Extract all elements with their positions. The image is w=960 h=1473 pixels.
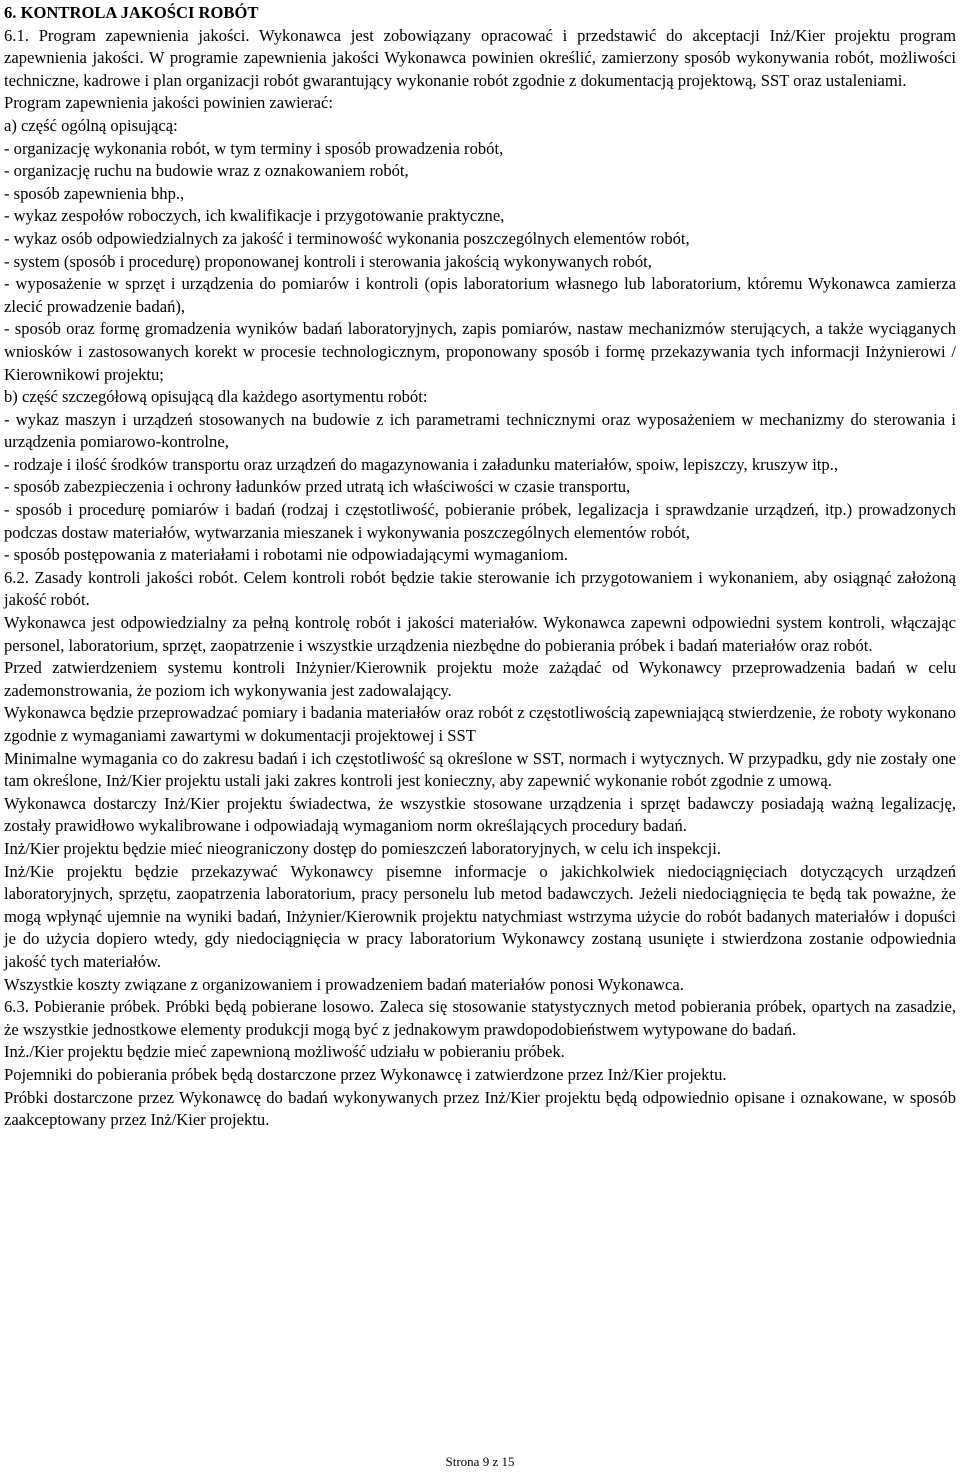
paragraph: b) część szczegółową opisującą dla każdego asortymentu robót: (4, 387, 428, 407)
paragraph: - wyposażenie w sprzęt i urządzenia do pomiarów i kontroli (opis laboratorium własnego lub laboratorium, któremu Wykonawca zamierza zlecić prowadzenie badań), (4, 274, 956, 316)
paragraph: - sposób oraz formę gromadzenia wyników badań laboratoryjnych, zapis pomiarów, nastaw mechanizmów sterujących, a także wyciąganych wniosków i zastosowanych korekt w procesie technologicznym, proponowany sposób i formę przekazywania tych informacji Inżynierowi / Kierownikowi projektu; (4, 319, 956, 384)
paragraph: 6.2. Zasady kontroli jakości robót. Celem kontroli robót będzie takie sterowanie ich przygotowaniem i wykonaniem, aby osiągnąć założoną jakość robót. (4, 567, 956, 610)
paragraph: Wykonawca jest odpowiedzialny za pełną kontrolę robót i jakości materiałów. Wykonawca zapewni odpowiedni system kontroli, włączając personel, laboratorium, sprzęt, zaopatrzenie i wszystkie urządzenia niezbędne do pobierania próbek i badań materiałów oraz robót. (4, 613, 956, 655)
paragraph: 6.1. Program zapewnienia jakości. Wykonawca jest zobowiązany opracować i przedstawić do akceptacji Inż/Kier projektu program zapewnienia jakości. W programie zapewnienia jakości Wykonawca powinien określić, zamierzony sposób wykonywania robót, możliwości techniczne, kadrowe i plan organizacji robót gwarantujący wykonanie robót zgodnie z dokumentacją projektową, SST oraz ustaleniami. (4, 25, 956, 90)
paragraph: - organizację ruchu na budowie wraz z oznakowaniem robót, (4, 161, 409, 181)
paragraph: - organizację wykonania robót, w tym terminy i sposób prowadzenia robót, (4, 138, 504, 158)
paragraph: 6.3. Pobieranie próbek. Próbki będą pobierane losowo. Zaleca się stosowanie statystycznych metod pobierania próbek, opartych na zasadzie, że wszystkie jednostkowe elementy produkcji mogą być z jednakowym prawdopodobieństwem wytypowane do badań. (4, 997, 956, 1039)
paragraph: - system (sposób i procedurę) proponowanej kontroli i sterowania jakością wykonywanych robót, (4, 251, 652, 271)
paragraph: Program zapewnienia jakości powinien zawierać: (4, 93, 333, 113)
paragraph: - wykaz zespołów roboczych, ich kwalifikacje i przygotowanie praktyczne, (4, 206, 505, 226)
paragraph: Minimalne wymagania co do zakresu badań i ich częstotliwość są określone w SST, normach i wytycznych. W przypadku, gdy nie zostały one tam określone, Inż/Kier projektu ustali jaki zakres kontroli jest konieczny, aby zapewnić wykonanie robót zgodnie z umową. (4, 748, 956, 791)
paragraph: Przed zatwierdzeniem systemu kontroli Inżynier/Kierownik projektu może zażądać od Wykonawcy przeprowadzenia badań w celu zademonstrowania, że poziom ich wykonywania jest zadowalający. (4, 658, 956, 700)
paragraph: a) część ogólną opisującą: (4, 115, 178, 135)
paragraph: Wykonawca będzie przeprowadzać pomiary i badania materiałów oraz robót z częstotliwością zapewniającą stwierdzenie, że roboty wykonano zgodnie z wymaganiami zawartymi w dokumentacji projektowej i SST (4, 703, 956, 745)
section-title: 6. KONTROLA JAKOŚCI ROBÓT (4, 3, 259, 22)
paragraph: - sposób zabezpieczenia i ochrony ładunków przed utratą ich właściwości w czasie transportu, (4, 477, 631, 497)
paragraph: Inż./Kier projektu będzie mieć zapewnioną możliwość udziału w pobieraniu próbek. (4, 1042, 565, 1062)
paragraph: - sposób zapewnienia bhp., (4, 183, 185, 203)
paragraph: Inż/Kie projektu będzie przekazywać Wykonawcy pisemne informacje o jakichkolwiek niedociągnięciach dotyczących urządzeń laboratoryjnych, sprzętu, zaopatrzenia laboratorium, pracy personelu lub metod badawczych. Jeżeli niedociągnięcia te będą tak poważne, że mogą wpłynąć ujemnie na wyniki badań, Inżynier/Kierownik projektu natychmiast wstrzyma użycie do robót badanych materiałów i dopuści je do użycia dopiero wtedy, gdy niedociągnięcia w pracy laboratorium Wykonawcy zostaną usunięte i stwierdzona zostanie odpowiednia jakość tych materiałów. (4, 861, 956, 971)
paragraph: Pojemniki do pobierania próbek będą dostarczone przez Wykonawcę i zatwierdzone przez Inż/Kier projektu. (4, 1064, 727, 1084)
paragraph: - rodzaje i ilość środków transportu oraz urządzeń do magazynowania i załadunku materiałów, spoiw, lepiszczy, kruszyw itp., (4, 454, 839, 474)
page-footer: Strona 9 z 15 (445, 1454, 515, 1469)
paragraph: Wszystkie koszty związane z organizowaniem i prowadzeniem badań materiałów ponosi Wykonawca. (4, 974, 684, 994)
paragraph: - wykaz osób odpowiedzialnych za jakość i terminowość wykonania poszczególnych elementów robót, (4, 228, 690, 248)
paragraph: Wykonawca dostarczy Inż/Kier projektu świadectwa, że wszystkie stosowane urządzenia i sprzęt badawczy posiadają ważną legalizację, zostały prawidłowo wykalibrowane i odpowiadają wymaganiom norm określających procedury badań. (4, 793, 956, 836)
paragraph: Próbki dostarczone przez Wykonawcę do badań wykonywanych przez Inż/Kier projektu będą odpowiednio opisane i oznakowane, w sposób zaakceptowany przez Inż/Kier projektu. (4, 1087, 956, 1130)
paragraph: - wykaz maszyn i urządzeń stosowanych na budowie z ich parametrami technicznymi oraz wyposażeniem w mechanizmy do sterowania i urządzenia pomiarowo-kontrolne, (4, 409, 956, 452)
paragraph: Inż/Kier projektu będzie mieć nieograniczony dostęp do pomieszczeń laboratoryjnych, w celu ich inspekcji. (4, 838, 721, 858)
document-body (4, 25, 956, 1132)
paragraph: - sposób i procedurę pomiarów i badań (rodzaj i częstotliwość, pobieranie próbek, legalizacja i sprawdzanie urządzeń, itp.) prowadzonych podczas dostaw materiałów, wytwarzania mieszanek i wykonywania poszczególnych elementów robót, (4, 500, 956, 542)
paragraph: - sposób postępowania z materiałami i robotami nie odpowiadającymi wymaganiom. (4, 545, 569, 565)
